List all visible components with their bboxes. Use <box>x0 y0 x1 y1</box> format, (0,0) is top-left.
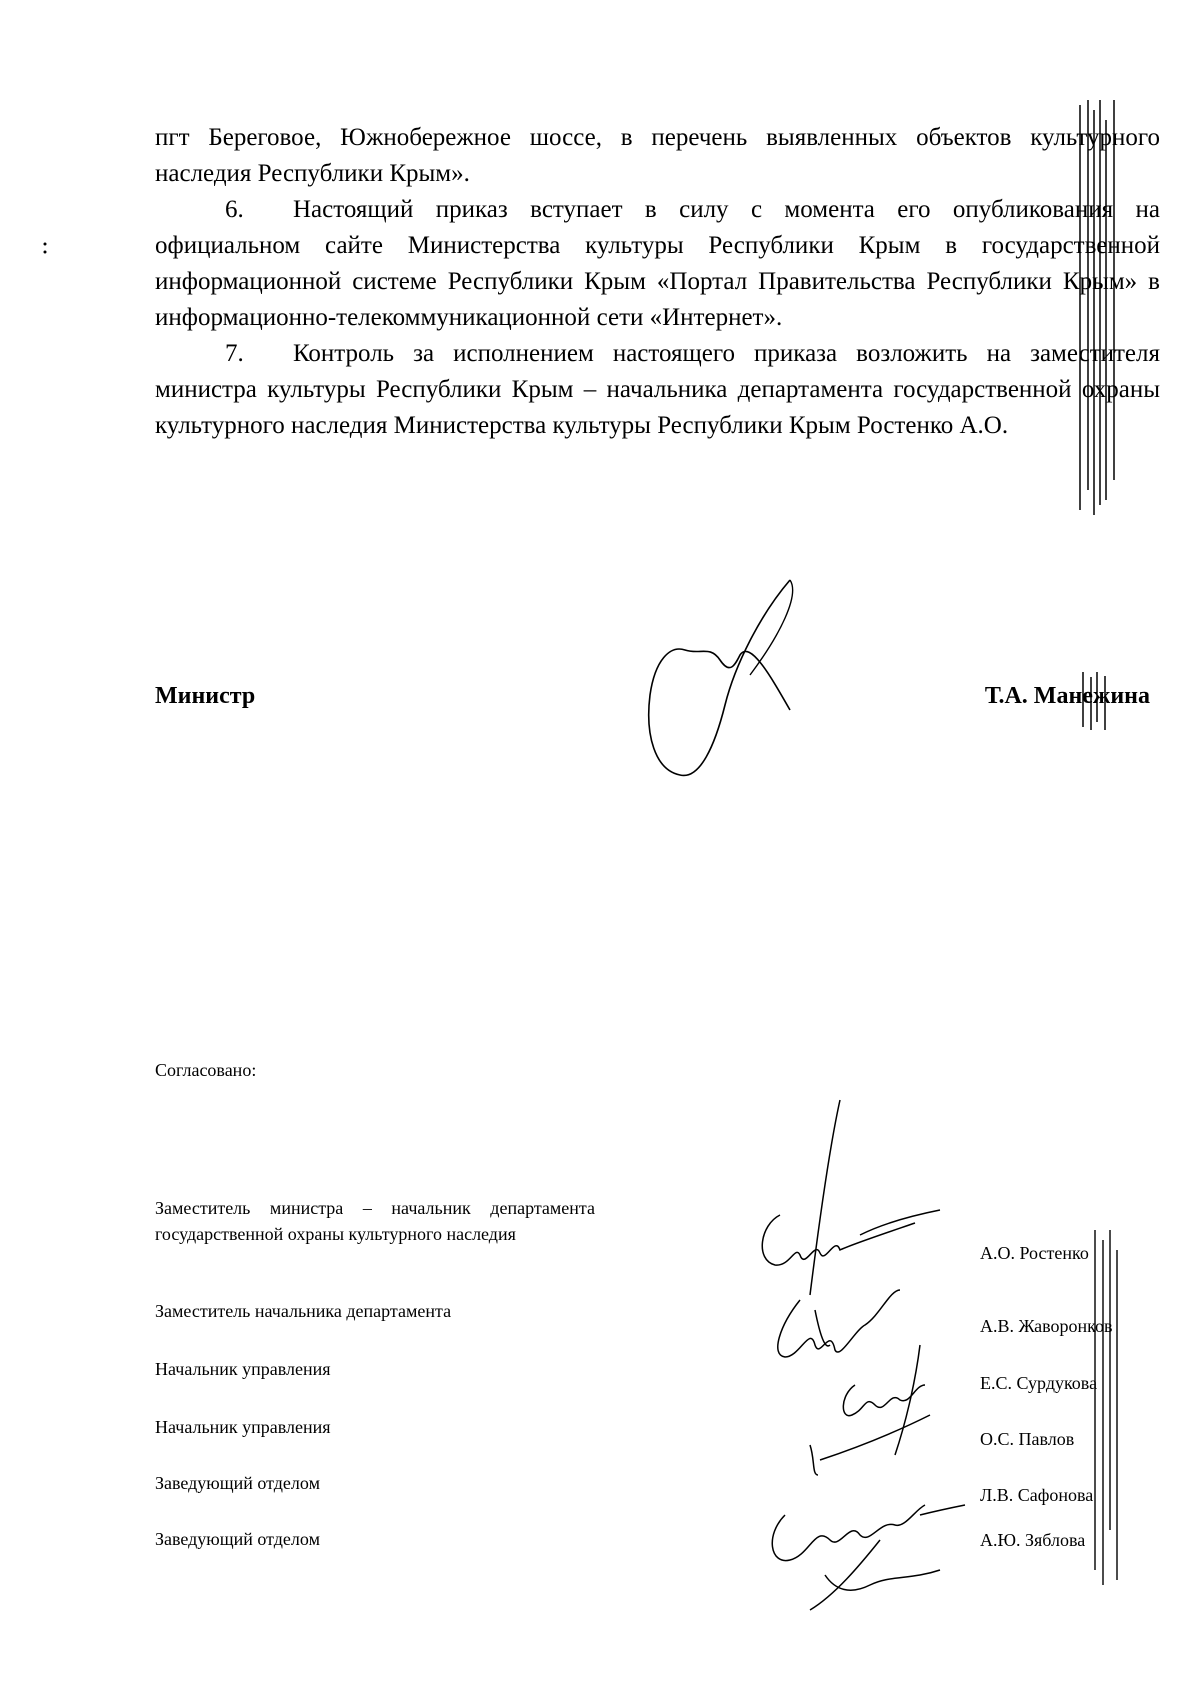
paragraph-continuation: пгт Береговое, Южнобережное шоссе, в перечень выявленных объектов культурного наследия Республики Крым». <box>155 124 1160 187</box>
paragraph-7 <box>155 336 1160 444</box>
minister-title: Министр <box>155 683 256 709</box>
minister-signature-row <box>155 683 1160 719</box>
approver-name-5: Л.В. Сафонова <box>980 1485 1094 1505</box>
scan-dot-left <box>40 240 50 260</box>
paragraph-7-text: Контроль за исполнением настоящего приказа возложить на заместителя министра культуры Республики Крым – начальника департамента государственной охраны культурного наследия Министерства культуры Республики Крым Ростенко А.О. <box>155 340 1160 439</box>
approver-name-2: А.В. Жаворонков <box>980 1316 1113 1336</box>
approver-title-6: Заведующий отделом <box>155 1529 320 1549</box>
approver-name-4: О.С. Павлов <box>980 1429 1075 1449</box>
approver-signatures-image <box>740 1095 970 1615</box>
order-body-text <box>155 120 1160 444</box>
scan-artifact-marks-approvers <box>1085 1230 1145 1590</box>
paragraph-6-number: 6. <box>225 196 244 223</box>
paragraph-7-number: 7. <box>225 340 244 367</box>
approver-name-6: А.Ю. Зяблова <box>980 1530 1086 1550</box>
approver-title-4: Начальник управления <box>155 1417 331 1437</box>
approver-title-5: Заведующий отделом <box>155 1473 320 1493</box>
approver-name-3: Е.С. Сурдукова <box>980 1373 1098 1393</box>
approver-title-2: Заместитель начальника департамента <box>155 1301 452 1321</box>
approver-name-1: А.О. Ростенко <box>980 1243 1089 1263</box>
paragraph-6 <box>155 192 1160 336</box>
approver-title-1: Заместитель министра – начальник департамента государственной охраны культурного наследия <box>155 1198 595 1244</box>
approved-label: Согласовано: <box>155 1060 257 1080</box>
paragraph-6-text: Настоящий приказ вступает в силу с момента его опубликования на официальном сайте Министерства культуры Республики Крым в государственной информационной системе Республики Крым «Портал Правительства Республики Крым» в информационно-телекоммуникационной сети «Интернет». <box>155 196 1160 331</box>
minister-name: Т.А. Манежина <box>984 683 1150 709</box>
approver-title-3: Начальник управления <box>155 1359 331 1379</box>
